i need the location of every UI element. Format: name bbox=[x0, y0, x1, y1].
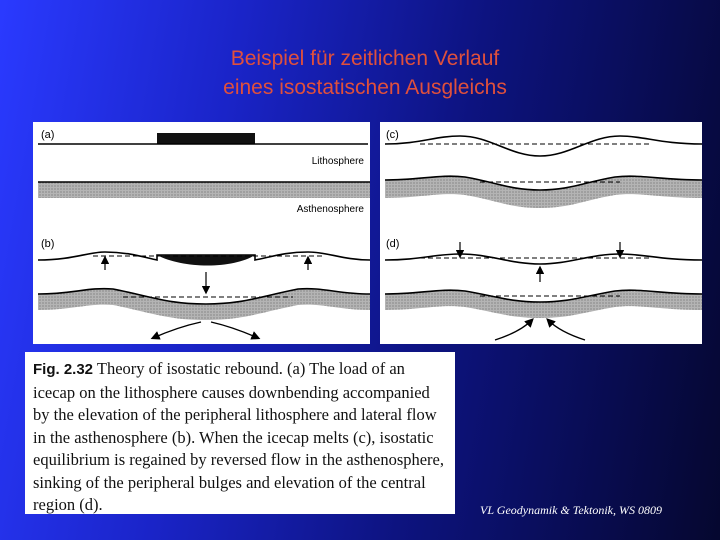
panel-label-b: (b) bbox=[41, 238, 55, 250]
lithosphere-surface-d bbox=[385, 254, 702, 264]
asthenosphere-band-d bbox=[385, 290, 702, 318]
caption-fig-number: Fig. 2.32 bbox=[33, 361, 94, 378]
panel-label-d: (d) bbox=[386, 238, 400, 250]
title-line-1: Beispiel für zeitlichen Verlauf bbox=[230, 47, 500, 70]
flow-arrow-right-b bbox=[211, 322, 258, 338]
figure-left-svg bbox=[33, 122, 370, 344]
panel-label-c: (c) bbox=[386, 129, 399, 141]
figure-panel-left bbox=[33, 122, 370, 344]
slide-footer: VL Geodynamik & Tektonik, WS 0809 bbox=[480, 503, 662, 517]
figure-caption bbox=[25, 352, 455, 514]
caption-text: Theory of isostatic rebound. (a) The load of an icecap on the lithosphere causes downbending accompanied by the elevation of the peripheral lithosphere and lateral flow in the asthenosphere (b). When the icecap melts (c), isostatic equilibrium is regained by reversed flow in the asthenosphere, sinking of the peripheral bulges and elevation of the central region (d). bbox=[33, 359, 445, 514]
asthenosphere-band-c bbox=[385, 176, 702, 208]
icecap-a bbox=[157, 133, 255, 144]
figure-panel-right bbox=[380, 122, 702, 344]
flow-arrow-left-b bbox=[153, 322, 201, 338]
label-lithosphere: Lithosphere bbox=[311, 156, 364, 167]
lithosphere-surface-c bbox=[385, 136, 702, 156]
panel-label-a: (a) bbox=[41, 129, 55, 141]
title-line-2: eines isostatischen Ausgleichs bbox=[223, 76, 507, 99]
label-asthenosphere: Asthenosphere bbox=[296, 204, 364, 215]
figure-right-svg bbox=[380, 122, 702, 344]
lithosphere-base-band-a bbox=[38, 182, 370, 198]
slide-title bbox=[0, 44, 720, 102]
return-flow-arrow-left-d bbox=[495, 320, 532, 340]
icecap-b bbox=[157, 255, 255, 266]
return-flow-arrow-right-d bbox=[548, 320, 585, 340]
